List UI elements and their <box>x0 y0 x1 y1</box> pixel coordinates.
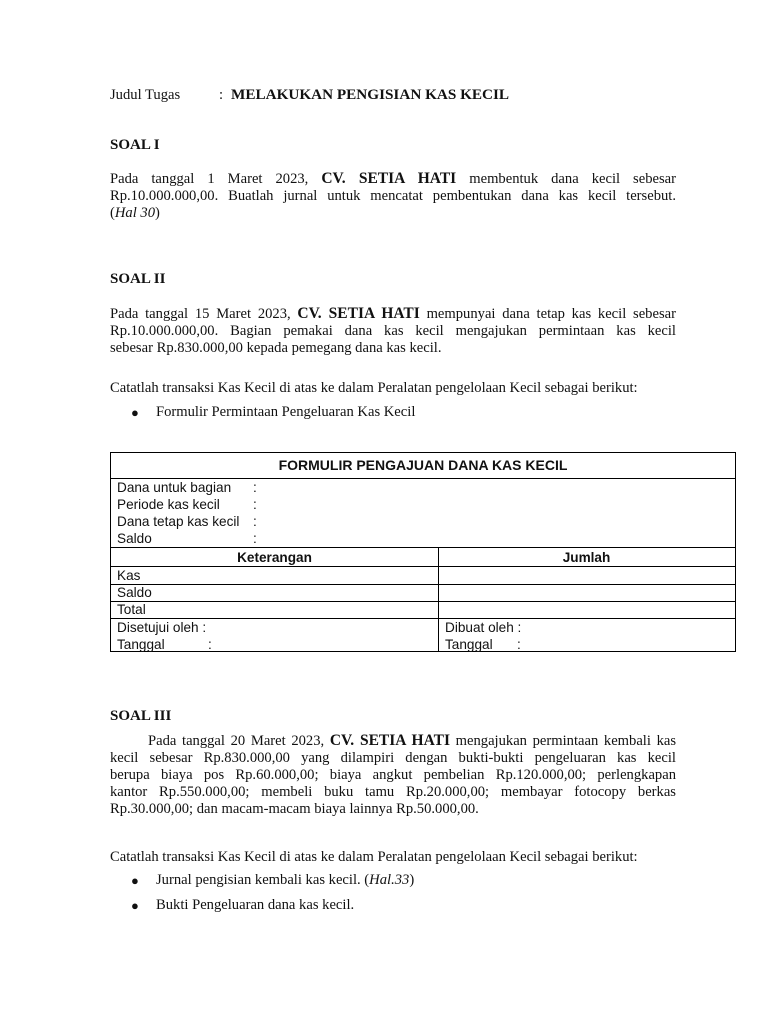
bullet-icon: ● <box>131 873 139 888</box>
field-label: Dana tetap kas kecil <box>117 514 240 529</box>
page-reference: Hal.33 <box>369 872 410 888</box>
soal-3-line-5: Rp.30.000,00; dan macam-macam biaya lainnya Rp.50.000,00. <box>110 801 479 817</box>
soal-3-line-1: Pada tanggal 20 Maret 2023, CV. SETIA HATI mengajukan permintaan kembali kas <box>148 732 677 749</box>
soal-1-heading: SOAL I <box>110 137 160 153</box>
approved-by-label: Disetujui oleh : <box>117 620 207 635</box>
field-colon: : <box>253 480 257 495</box>
field-colon: : <box>253 531 257 546</box>
soal-2-instruction: Catatlah transaksi Kas Kecil di atas ke dalam Peralatan pengelolaan Kecil sebagai berikut: <box>110 380 638 396</box>
company-name: CV. SETIA HATI <box>329 732 450 749</box>
soal-3-paragraph <box>110 732 676 818</box>
bullet-icon: ● <box>131 405 139 420</box>
list-item-text: Jurnal pengisian kembali kas kecil. (Hal.33) <box>156 872 415 888</box>
soal-2-line-3: sebesar Rp.830.000,00 kepada pemegang dana kas kecil. <box>110 340 442 356</box>
soal-2-line-1: Pada tanggal 15 Maret 2023, CV. SETIA HATI mempunyai dana tetap kas kecil sebesar <box>110 305 676 322</box>
soal-2-paragraph <box>110 305 676 357</box>
soal-2-heading: SOAL II <box>110 271 166 287</box>
soal-3-line-4: kantor Rp.550.000,00; membeli buku tamu Rp.20.000,00; membayar fotocopy berkas <box>110 784 676 800</box>
soal-3-instruction: Catatlah transaksi Kas Kecil di atas ke dalam Peralatan pengelolaan Kecil sebagai berikut: <box>110 849 638 865</box>
task-header <box>110 87 180 104</box>
soal-3-line-3: berupa biaya pos Rp.60.000,00; biaya angkut pembelian Rp.120.000,00; perlengkapan <box>110 767 676 783</box>
bullet-icon: ● <box>131 898 139 913</box>
task-colon: : <box>219 87 224 103</box>
company-name: CV. SETIA HATI <box>297 305 420 322</box>
date-left-label: Tanggal <box>117 637 165 652</box>
date-left-colon: : <box>208 637 212 652</box>
soal-2-line-2: Rp.10.000.000,00. Bagian pemakai dana kas kecil mengajukan permintaan kas kecil <box>110 323 676 339</box>
soal-1-line-2: Rp.10.000.000,00. Buatlah jurnal untuk mencatat pembentukan dana kas kecil tersebut. <box>110 188 676 204</box>
date-right-colon: : <box>517 637 521 652</box>
table-row: Saldo <box>117 585 152 600</box>
field-label: Saldo <box>117 531 152 546</box>
field-colon: : <box>253 514 257 529</box>
field-label: Periode kas kecil <box>117 497 220 512</box>
soal-1-line-1: Pada tanggal 1 Maret 2023, CV. SETIA HATI membentuk dana kecil sebesar <box>110 170 677 187</box>
soal-1-line-3: (Hal 30) <box>110 205 160 221</box>
form-title: FORMULIR PENGAJUAN DANA KAS KECIL <box>278 457 568 473</box>
column-header-jumlah: Jumlah <box>562 550 611 565</box>
table-row: Total <box>117 602 146 617</box>
company-name: CV. SETIA HATI <box>321 170 457 187</box>
list-item-text: Bukti Pengeluaran dana kas kecil. <box>156 897 355 913</box>
soal-3-line-2: kecil sebesar Rp.830.000,00 yang dilampiri dengan bukti-bukti pengeluaran kas kecil <box>110 750 676 766</box>
petty-cash-request-form <box>110 452 736 652</box>
date-right-label: Tanggal <box>445 637 493 652</box>
task-title: MELAKUKAN PENGISIAN KAS KECIL <box>231 86 510 103</box>
made-by-label: Dibuat oleh : <box>445 620 522 635</box>
task-label: Judul Tugas <box>110 87 181 103</box>
soal-3-heading: SOAL III <box>110 708 172 724</box>
column-header-keterangan: Keterangan <box>237 550 312 565</box>
field-colon: : <box>253 497 257 512</box>
soal-1-paragraph <box>110 170 676 222</box>
page-reference: Hal 30 <box>114 205 156 221</box>
table-row: Kas <box>117 568 141 583</box>
field-label: Dana untuk bagian <box>117 480 232 495</box>
list-item-text: Formulir Permintaan Pengeluaran Kas Kecil <box>156 404 416 420</box>
